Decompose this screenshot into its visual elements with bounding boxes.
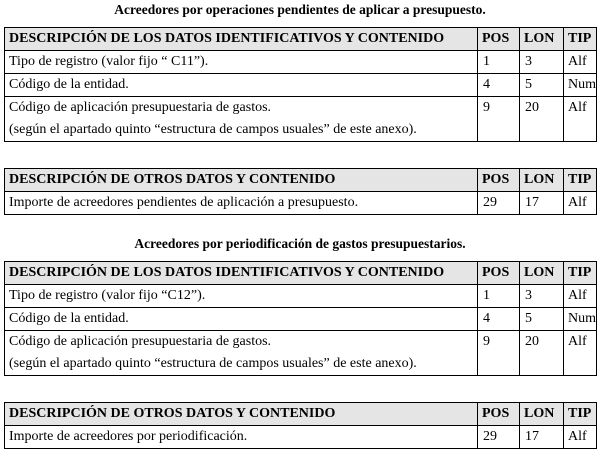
header-tip: TIP xyxy=(564,262,597,285)
row-pos: 4 xyxy=(478,308,520,331)
table-row xyxy=(5,97,597,142)
row-tip: Alf xyxy=(564,285,597,308)
row-desc-multiline xyxy=(5,97,478,142)
header-pos: POS xyxy=(478,169,520,192)
row-desc: Importe de acreedores pendientes de aplicación a presupuesto. xyxy=(5,192,478,215)
row-tip: Num xyxy=(564,308,597,331)
row-tip: Alf xyxy=(564,331,597,376)
row-desc-note: (según el apartado quinto “estructura de campos usuales” de este anexo). xyxy=(9,122,417,137)
table-header-row xyxy=(5,403,597,426)
table-header-row xyxy=(5,28,597,51)
row-pos: 1 xyxy=(478,51,520,74)
table-row xyxy=(5,285,597,308)
row-pos: 29 xyxy=(478,426,520,449)
identificativos-table-c11 xyxy=(4,27,597,142)
header-tip: TIP xyxy=(564,28,597,51)
row-desc: Tipo de registro (valor fijo “ C11”). xyxy=(5,51,478,74)
row-desc: Código de la entidad. xyxy=(5,308,478,331)
header-tip: TIP xyxy=(564,169,597,192)
section-title-c11: Acreedores por operaciones pendientes de aplicar a presupuesto. xyxy=(114,2,486,17)
row-desc: Código de aplicación presupuestaria de gastos. xyxy=(9,100,272,115)
header-pos: POS xyxy=(478,403,520,426)
table-header-row xyxy=(5,262,597,285)
row-tip: Num xyxy=(564,74,597,97)
row-pos: 29 xyxy=(478,192,520,215)
table-row xyxy=(5,308,597,331)
table-row xyxy=(5,74,597,97)
row-lon: 5 xyxy=(520,308,564,331)
row-tip: Alf xyxy=(564,51,597,74)
table-row xyxy=(5,192,597,215)
table-row xyxy=(5,331,597,376)
row-lon: 17 xyxy=(520,426,564,449)
header-desc: DESCRIPCIÓN DE LOS DATOS IDENTIFICATIVOS Y CONTENIDO xyxy=(5,28,478,51)
identificativos-table-c12 xyxy=(4,261,597,376)
row-pos: 1 xyxy=(478,285,520,308)
row-pos: 9 xyxy=(478,331,520,376)
row-pos: 9 xyxy=(478,97,520,142)
row-desc: Código de la entidad. xyxy=(5,74,478,97)
row-lon: 3 xyxy=(520,285,564,308)
table-row xyxy=(5,426,597,449)
row-desc: Importe de acreedores por periodificación. xyxy=(5,426,478,449)
row-lon: 20 xyxy=(520,97,564,142)
header-pos: POS xyxy=(478,262,520,285)
header-desc: DESCRIPCIÓN DE OTROS DATOS Y CONTENIDO xyxy=(5,403,478,426)
row-lon: 20 xyxy=(520,331,564,376)
row-pos: 4 xyxy=(478,74,520,97)
row-desc-note: (según el apartado quinto “estructura de campos usuales” de este anexo). xyxy=(9,356,417,371)
header-lon: LON xyxy=(520,262,564,285)
row-desc: Tipo de registro (valor fijo “C12”). xyxy=(5,285,478,308)
section-title-c12: Acreedores por periodificación de gastos presupuestarios. xyxy=(134,236,466,251)
row-lon: 3 xyxy=(520,51,564,74)
header-lon: LON xyxy=(520,403,564,426)
header-desc: DESCRIPCIÓN DE OTROS DATOS Y CONTENIDO xyxy=(5,169,478,192)
table-row xyxy=(5,51,597,74)
row-desc-multiline xyxy=(5,331,478,376)
row-tip: Alf xyxy=(564,97,597,142)
row-lon: 5 xyxy=(520,74,564,97)
header-tip: TIP xyxy=(564,403,597,426)
row-tip: Alf xyxy=(564,192,597,215)
row-tip: Alf xyxy=(564,426,597,449)
header-lon: LON xyxy=(520,28,564,51)
header-pos: POS xyxy=(478,28,520,51)
header-lon: LON xyxy=(520,169,564,192)
header-desc: DESCRIPCIÓN DE LOS DATOS IDENTIFICATIVOS Y CONTENIDO xyxy=(5,262,478,285)
row-desc: Código de aplicación presupuestaria de gastos. xyxy=(9,334,272,349)
otros-table-c12 xyxy=(4,402,597,449)
otros-table-c11 xyxy=(4,168,597,215)
table-header-row xyxy=(5,169,597,192)
row-lon: 17 xyxy=(520,192,564,215)
